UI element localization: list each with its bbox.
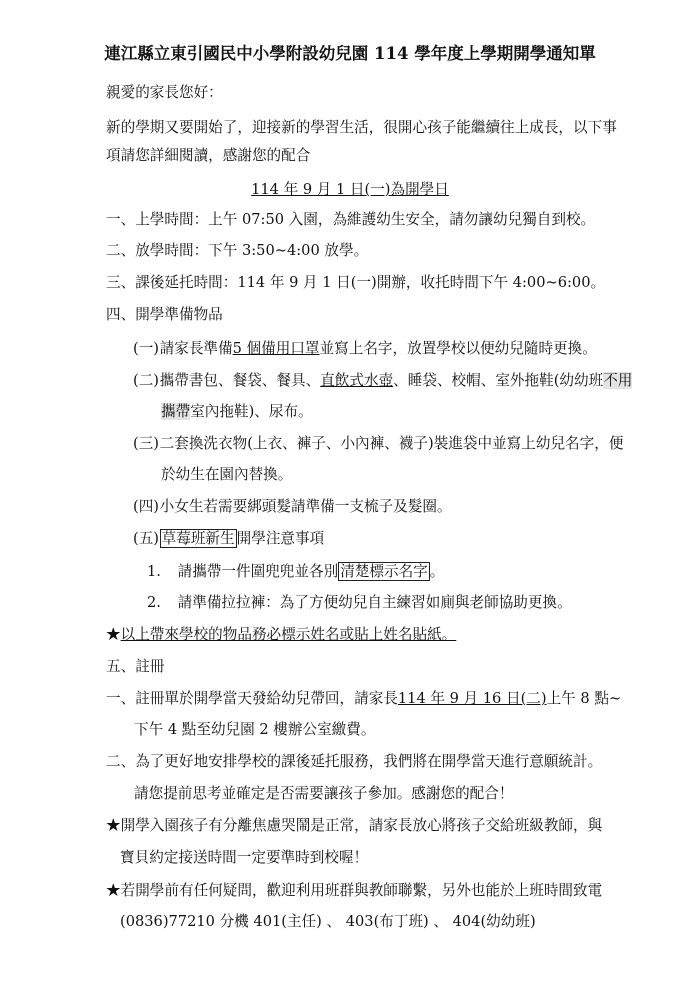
supply-emphasis: 直飲式水壺 bbox=[320, 372, 394, 389]
registration-heading: 五、註冊 bbox=[106, 658, 165, 675]
supply-item-number: (二) bbox=[133, 372, 159, 389]
supply-highlight: 不用 bbox=[603, 372, 633, 389]
note-text: 請攜帶一件圍兜兜並各別 bbox=[177, 563, 339, 580]
supply-item-number: (四) bbox=[133, 498, 159, 515]
note-text: 請準備拉拉褲：為了方便幼兒自主練習如廁與老師協助更換。 bbox=[177, 594, 572, 611]
registration-date: 114 年 9 月 16 日(二) bbox=[397, 690, 547, 707]
item-supplies-heading: 四、開學準備物品 bbox=[106, 306, 223, 323]
supply-emphasis: 5 個備用口罩 bbox=[232, 340, 320, 357]
label-name-box: 清楚標示名字 bbox=[340, 563, 428, 580]
label-reminder bbox=[106, 625, 456, 645]
supply-item-masks bbox=[133, 339, 597, 359]
supply-text: 、睡袋、校帽、室外拖鞋(幼幼班 bbox=[393, 372, 604, 389]
supply-item-bags-cont bbox=[161, 402, 313, 422]
start-day bbox=[0, 180, 700, 200]
supply-text: 開學注意事項 bbox=[236, 530, 325, 547]
supply-text: 並寫上名字，放置學校以便幼兒隨時更換。 bbox=[319, 340, 597, 357]
page-title: 連江縣立東引國民中小學附設幼兒園 114 學年度上學期開學通知單 bbox=[104, 44, 596, 63]
star-mark: ★ bbox=[106, 626, 121, 643]
supply-text: 二套換洗衣物(上衣、褲子、小內褲、襪子)裝進袋中並寫上幼兒名字，便 bbox=[159, 435, 624, 452]
supply-item-hair bbox=[133, 497, 452, 517]
supply-text: 小女生若需要綁頭髮請準備一支梳子及髮圈。 bbox=[159, 498, 452, 515]
contact-note: ★若開學前有任何疑問，歡迎利用班群與教師聯繫，另外也能於上班時間致電 bbox=[106, 882, 603, 899]
registration-text: 一、註冊單於開學當天發給幼兒帶回，請家長 bbox=[106, 690, 398, 707]
new-class-box: 草莓班新生 bbox=[161, 530, 235, 547]
supply-text: 請家長準備 bbox=[159, 340, 233, 357]
item-school-time: 一、上學時間：上午 07:50 入園，為維護幼生安全，請勿讓幼兒獨自到校。 bbox=[106, 211, 596, 228]
start-day-text: 114 年 9 月 1 日(一)為開學日 bbox=[251, 181, 449, 198]
supply-item-clothes bbox=[133, 434, 623, 454]
intro-line-1: 新的學期又要開始了，迎接新的學習生活，很開心孩子能繼續往上成長，以下事 bbox=[106, 119, 617, 136]
registration-item-1 bbox=[106, 689, 621, 709]
note-text: 。 bbox=[429, 563, 445, 580]
contact-phone: (0836)77210 分機 401(主任) 、 403(布丁班) 、 404(幼幼班) bbox=[120, 913, 536, 930]
label-reminder-text: 以上帶來學校的物品務必標示姓名或貼上姓名貼紙。 bbox=[120, 626, 457, 643]
greeting: 親愛的家長您好： bbox=[106, 84, 223, 101]
new-student-note-1 bbox=[147, 562, 444, 582]
separation-note-cont: 寶貝約定接送時間一定要準時到校喔！ bbox=[120, 849, 369, 866]
item-afterschool-care: 三、課後延托時間：114 年 9 月 1 日(一)開辦，收托時間下午 4:00~6:00。 bbox=[106, 274, 606, 291]
supply-highlight: 攜帶 bbox=[161, 403, 191, 420]
supply-item-bags bbox=[133, 371, 632, 391]
separation-note: ★開學入園孩子有分離焦慮哭鬧是正常，請家長放心將孩子交給班級教師，與 bbox=[106, 817, 603, 834]
new-student-note-2 bbox=[147, 593, 572, 613]
supply-text: 攜帶書包、餐袋、餐具、 bbox=[159, 372, 321, 389]
supply-item-clothes-cont: 於幼生在園內替換。 bbox=[161, 466, 293, 483]
supply-text: 室內拖鞋)、尿布。 bbox=[190, 403, 313, 420]
registration-item-1-cont: 下午 4 點至幼兒園 2 樓辦公室繳費。 bbox=[134, 721, 376, 738]
registration-item-2: 二、為了更好地安排學校的課後延托服務，我們將在開學當天進行意願統計。 bbox=[106, 753, 603, 770]
item-dismissal-time: 二、放學時間：下午 3:50~4:00 放學。 bbox=[106, 242, 369, 259]
note-number: 1. bbox=[147, 563, 161, 580]
supply-item-number: (一) bbox=[133, 340, 159, 357]
supply-item-number: (五) bbox=[133, 530, 159, 547]
intro-line-2: 項請您詳細閱讀，感謝您的配合 bbox=[106, 147, 311, 164]
registration-item-2-cont: 請您提前思考並確定是否需要讓孩子參加。感謝您的配合！ bbox=[134, 785, 514, 802]
supply-item-new-students bbox=[133, 529, 324, 549]
note-number: 2. bbox=[147, 594, 161, 611]
supply-item-number: (三) bbox=[133, 435, 159, 452]
registration-text: 上午 8 點~ bbox=[546, 690, 622, 707]
